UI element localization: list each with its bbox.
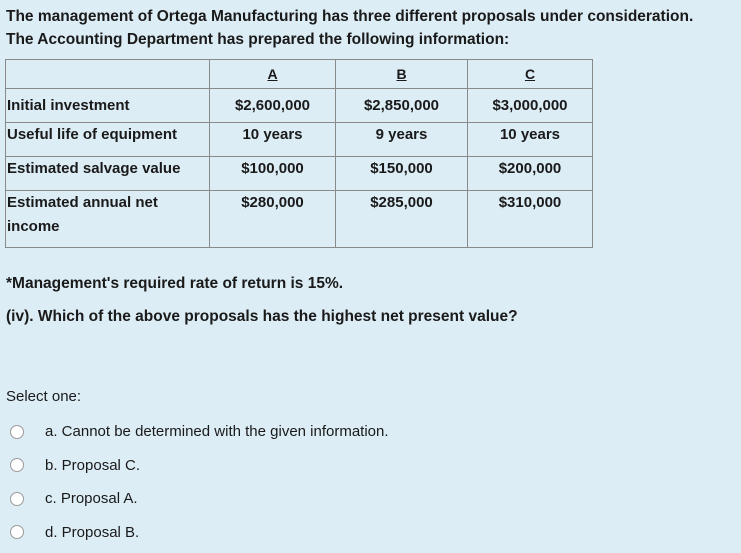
table-row — [6, 123, 593, 157]
option-c[interactable] — [10, 482, 389, 516]
option-label[interactable]: b. Proposal C. — [45, 456, 141, 474]
cell-value: $280,000 — [210, 191, 336, 248]
header-a: A — [210, 60, 336, 89]
question-intro — [6, 5, 736, 51]
option-label[interactable]: a. Cannot be determined with the given information. — [45, 423, 389, 441]
cell-value: $100,000 — [210, 157, 336, 191]
cell-value: $150,000 — [336, 157, 468, 191]
select-one-label: Select one: — [6, 388, 82, 405]
proposal-table — [5, 59, 593, 248]
intro-line-2: The Accounting Department has prepared the following information: — [6, 31, 510, 48]
row-label — [6, 191, 210, 248]
question-text: (iv). Which of the above proposals has the highest net present value? — [6, 308, 518, 325]
header-blank — [6, 60, 210, 89]
cell-value: $3,000,000 — [468, 89, 593, 123]
table-row — [6, 89, 593, 123]
cell-value: $2,600,000 — [210, 89, 336, 123]
cell-value: $310,000 — [468, 191, 593, 248]
option-label[interactable]: c. Proposal A. — [45, 490, 138, 508]
row-label: Useful life of equipment — [6, 123, 210, 157]
option-a[interactable] — [10, 415, 389, 449]
cell-value: $200,000 — [468, 157, 593, 191]
table-row — [6, 157, 593, 191]
row-label-line-2: income — [7, 218, 60, 235]
header-b: B — [336, 60, 468, 89]
cell-value: $285,000 — [336, 191, 468, 248]
option-label[interactable]: d. Proposal B. — [45, 523, 140, 541]
radio-button-icon[interactable] — [10, 525, 24, 539]
cell-value: 9 years — [336, 123, 468, 157]
radio-button-icon[interactable] — [10, 492, 24, 506]
header-c: C — [468, 60, 593, 89]
table-row — [6, 191, 593, 248]
radio-button-icon[interactable] — [10, 425, 24, 439]
answer-options — [10, 415, 389, 549]
option-d[interactable] — [10, 516, 389, 550]
rate-of-return-note: *Management's required rate of return is 15%. — [6, 275, 344, 292]
radio-button-icon[interactable] — [10, 458, 24, 472]
row-label: Initial investment — [6, 89, 210, 123]
cell-value: 10 years — [210, 123, 336, 157]
intro-line-1: The management of Ortega Manufacturing has three different proposals under consideration. — [6, 8, 694, 25]
table-header-row — [6, 60, 593, 89]
row-label: Estimated salvage value — [6, 157, 210, 191]
option-b[interactable] — [10, 449, 389, 483]
row-label-line-1: Estimated annual net — [7, 194, 158, 211]
cell-value: 10 years — [468, 123, 593, 157]
cell-value: $2,850,000 — [336, 89, 468, 123]
